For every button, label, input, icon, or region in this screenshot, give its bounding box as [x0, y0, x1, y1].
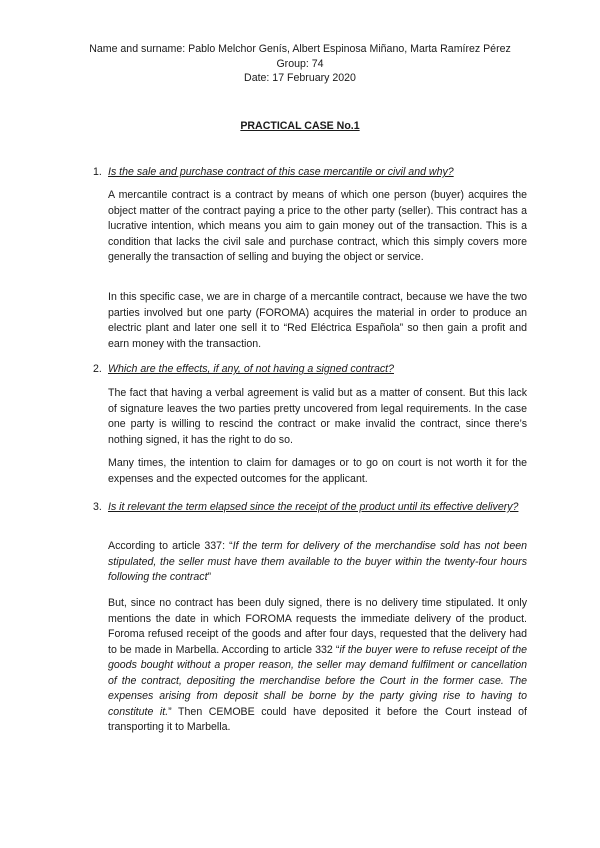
paragraph: The fact that having a verbal agreement is valid but as a matter of consent. But this lack of signature leaves the two parties pretty uncovered from legal requirements. In the case one party is willing to rescind the contract or make invalid the contract, since there’s nothing signed, it has the right to do so.	[108, 387, 527, 446]
text-run: But, since no contract has been duly signed, there is no delivery time stipulated. It only mentions the date in which FOROMA requests the immediate delivery of the product. Foroma refused receipt of the goods and after four days, requested that the delivery had to be made in Marbella. According to article 332 “	[108, 597, 527, 656]
paragraph: In this specific case, we are in charge of a mercantile contract, because we have the two parties involved but one party (FOROMA) acquires the material in order to produce an electric plant and later one sell it to “Red Eléctrica Española” so then gain a profit and earn money with the transaction.	[108, 291, 527, 350]
paragraph: A mercantile contract is a contract by means of which one person (buyer) acquires the object matter of the contract paying a price to the other party (seller). This contract has a lucrative intention, which means you aim to gain money out of the transaction. This is a condition that lacks the civil sale and purchase contract, which this simply covers more generally the transaction of selling and buying the object or service.	[108, 189, 527, 263]
paragraph	[108, 596, 527, 736]
quoted-article-text: If the term for delivery of the merchandise sold has not been stipulated, the seller must have them available to the buyer within the twenty-four hours following the contract	[108, 540, 527, 583]
text-run: ” Then CEMOBE could have deposited it before the Court instead of transporting it to Marbella.	[108, 705, 527, 733]
question-text: Is the sale and purchase contract of this case mercantile or civil and why?	[108, 166, 454, 178]
question-number: 2.	[93, 363, 102, 375]
question-text: Is it relevant the term elapsed since the receipt of the product until its effective delivery?	[108, 501, 519, 513]
paragraph: Many times, the intention to claim for damages or to go on court is not worth it for the expenses and the expected outcomes for the applicant.	[108, 457, 527, 485]
document-date: Date: 17 February 2020	[244, 72, 356, 84]
question-text: Which are the effects, if any, of not having a signed contract?	[108, 363, 394, 375]
group-number: Group: 74	[276, 57, 324, 70]
page-title: PRACTICAL CASE No.1	[240, 120, 360, 132]
question-number: 1.	[93, 166, 102, 178]
author-names: Name and surname: Pablo Melchor Genís, Albert Espinosa Miñano, Marta Ramírez Pérez	[89, 43, 511, 55]
question-number: 3.	[93, 501, 102, 513]
text-run: According to article 337: “	[108, 540, 233, 552]
quoted-article-text: if the buyer were to refuse receipt of the goods bought without a proper reason, the seller may demand fulfilment or cancellation of the contract, depositing the merchandise before the Court in the former case. The expenses arising from deposit shall be borne by the party giving rise to having to constitute it.	[108, 643, 527, 718]
paragraph	[108, 539, 527, 586]
document-header	[0, 42, 600, 86]
text-run: ”	[207, 571, 212, 583]
